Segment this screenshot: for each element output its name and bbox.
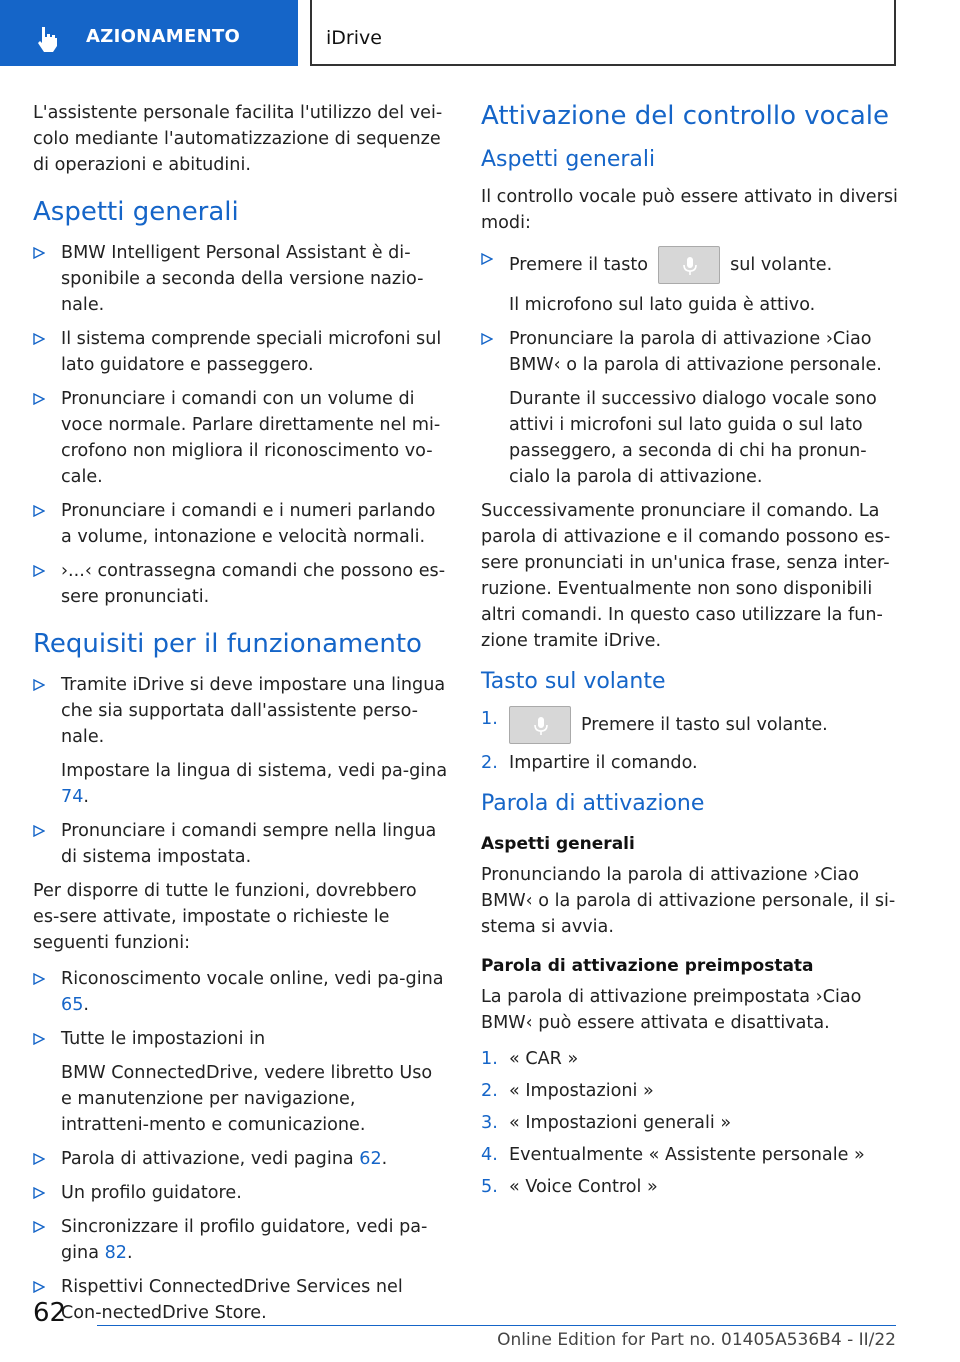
wake-paragraph: Pronunciando la parola di attivazione ›Ciao BMW‹ o la parola di attivazione personale, il si-stema si avvia. [481, 865, 896, 937]
list-item [33, 386, 448, 490]
preset-paragraph: La parola di attivazione preimpostata ›Ciao BMW‹ può essere attivata e disattivata. [481, 987, 862, 1033]
general-paragraph: Il controllo vocale può essere attivato in diversi modi: [481, 187, 898, 233]
bullet-triangle-icon [33, 1187, 45, 1199]
bullet-triangle-icon [33, 1281, 45, 1293]
voice-button-image [658, 246, 720, 284]
section-tab [0, 0, 298, 66]
list-item-text: Premere il tasto [509, 255, 649, 275]
step-number: 3. [481, 1113, 498, 1133]
list-item-text: sul volante. [730, 255, 833, 275]
step-number: 2. [481, 753, 498, 773]
step-number: 5. [481, 1177, 498, 1197]
list-item-subtext: Impostare la lingua di sistema, vedi pa-gina 74. [61, 761, 448, 807]
voice-button-image [509, 706, 571, 744]
list-item-text: Riconoscimento vocale online, vedi pa-gina [61, 969, 444, 989]
heading-requirements: Requisiti per il funzionamento [33, 629, 422, 659]
page-link[interactable]: 62 [359, 1149, 382, 1169]
list-item-text: Pronunciare la parola di attivazione ›Ciao BMW‹ o la parola di attivazione personale. [509, 329, 882, 375]
list-item [481, 1078, 901, 1104]
heading-activation: Attivazione del controllo vocale [481, 101, 890, 131]
bullet-triangle-icon [33, 1033, 45, 1045]
list-item-text: ›...‹ contrassegna comandi che possono es-sere pronunciati. [61, 561, 446, 607]
bullet-triangle-icon [33, 825, 45, 837]
page-link[interactable]: 82 [104, 1243, 127, 1263]
list-item [481, 246, 901, 318]
bullet-triangle-icon [33, 505, 45, 517]
chapter-title: iDrive [326, 27, 382, 49]
list-item [33, 1026, 448, 1138]
functions-list [33, 966, 448, 1326]
list-item [481, 326, 901, 490]
general-list [33, 240, 448, 610]
list-item [33, 240, 448, 318]
step-text: Impartire il comando. [509, 753, 698, 773]
list-item [33, 1274, 448, 1326]
bullet-triangle-icon [33, 393, 45, 405]
heading-general: Aspetti generali [481, 147, 656, 172]
list-item [33, 818, 448, 870]
list-item-subtext: BMW ConnectedDrive, vedere libretto Uso e manutenzione per navigazione, intratteni-mento e comunicazione. [61, 1063, 433, 1135]
bullet-triangle-icon [33, 679, 45, 691]
list-item [33, 672, 448, 810]
requirements-paragraph: Per disporre di tutte le funzioni, dovrebbero es-sere attivate, impostate o richieste le seguenti funzioni: [33, 881, 417, 953]
list-item-text: Sincronizzare il profilo guidatore, vedi pa-gina [61, 1217, 428, 1263]
bullet-triangle-icon [33, 1153, 45, 1165]
list-item [481, 1110, 901, 1136]
bullet-triangle-icon [33, 247, 45, 259]
bullet-triangle-icon [33, 565, 45, 577]
list-item [33, 326, 448, 378]
list-item-text: Il sistema comprende speciali microfoni sul lato guidatore e passeggero. [61, 329, 442, 375]
step-number: 4. [481, 1145, 498, 1165]
activation-list [481, 246, 901, 490]
list-item-text: Rispettivi ConnectedDrive Services nel Con-nectedDrive Store. [61, 1277, 403, 1323]
list-item [33, 1180, 448, 1206]
step-number: 1. [481, 709, 498, 729]
list-item-text: Pronunciare i comandi e i numeri parlando a volume, intonazione e velocità normali. [61, 501, 436, 547]
list-item-text: Un profilo guidatore. [61, 1183, 242, 1203]
left-column [33, 100, 448, 1334]
edition-note: Online Edition for Part no. 01405A536B4 - II/22 [497, 1330, 896, 1350]
list-item-text: BMW Intelligent Personal Assistant è di-sponibile a seconda della versione nazio-nale. [61, 243, 424, 315]
step-number: 1. [481, 1049, 498, 1069]
right-column [481, 100, 901, 1208]
list-item [33, 498, 448, 550]
bullet-triangle-icon [33, 1221, 45, 1233]
list-item-text: Pronunciare i comandi sempre nella lingua di sistema impostata. [61, 821, 437, 867]
step-text: « Impostazioni generali » [509, 1113, 732, 1133]
heading-general: Aspetti generali [33, 197, 239, 227]
microphone-icon [682, 256, 698, 276]
chapter-header [310, 0, 896, 66]
list-item [481, 1142, 901, 1168]
step-number: 2. [481, 1081, 498, 1101]
list-item-text: Parola di attivazione, vedi pagina [61, 1149, 354, 1169]
subheading-general: Aspetti generali [481, 834, 635, 854]
hand-pointer-icon [33, 24, 63, 54]
list-item [481, 1046, 901, 1072]
list-item-text: Tramite iDrive si deve impostare una lingua che sia supportata dall'assistente perso-nale. [61, 675, 446, 747]
page-number: 62 [33, 1298, 67, 1328]
subheading-preset: Parola di attivazione preimpostata [481, 956, 814, 976]
requirements-list [33, 672, 448, 870]
bullet-triangle-icon [33, 973, 45, 985]
list-item-text: Pronunciare i comandi con un volume di voce normale. Parlare direttamente nel mi-crofono non migliora il riconoscimento vo-cale. [61, 389, 441, 487]
heading-steering-button: Tasto sul volante [481, 669, 666, 694]
page-link[interactable]: 74 [61, 787, 84, 807]
bullet-triangle-icon [481, 333, 493, 345]
bullet-triangle-icon [481, 253, 493, 265]
list-item [481, 706, 901, 744]
step-text: « Impostazioni » [509, 1081, 654, 1101]
heading-wake-word: Parola di attivazione [481, 791, 705, 816]
list-item: Sincronizzare il profilo guidatore, vedi pa-gina 82. [33, 1214, 448, 1266]
page-link[interactable]: 65 [61, 995, 84, 1015]
list-item-subtext: Durante il successivo dialogo vocale sono attivi i microfoni sul lato guida o sul lato passeggero, a seconda di chi ha pronun-cialo la parola di attivazione. [509, 389, 877, 487]
step-text: « CAR » [509, 1049, 579, 1069]
list-item [481, 750, 901, 776]
step-text: Premere il tasto sul volante. [581, 715, 828, 735]
list-item: Parola di attivazione, vedi pagina 62. [33, 1146, 448, 1172]
footer-divider [97, 1325, 896, 1326]
intro-paragraph: L'assistente personale facilita l'utilizzo del vei-colo mediante l'automatizzazione di sequenze di operazioni e abitudini. [33, 103, 443, 175]
section-title: AZIONAMENTO [86, 26, 241, 47]
bullet-triangle-icon [33, 333, 45, 345]
microphone-icon [533, 716, 549, 736]
list-item-subtext: Il microfono sul lato guida è attivo. [509, 295, 816, 315]
list-item-text: Tutte le impostazioni in [61, 1029, 266, 1049]
button-steps [481, 706, 901, 776]
list-item [481, 1174, 901, 1200]
list-item: Riconoscimento vocale online, vedi pa-gina 65. [33, 966, 448, 1018]
list-item [33, 558, 448, 610]
subtext: Impostare la lingua di sistema, vedi pa-gina [61, 761, 448, 781]
step-text: Eventualmente « Assistente personale » [509, 1145, 865, 1165]
step-text: « Voice Control » [509, 1177, 658, 1197]
after-paragraph: Successivamente pronunciare il comando. La parola di attivazione e il comando possono es-sere pronunciati in un'unica frase, senza inter-ruzione. Eventualmente non sono disponibili altri comandi. In questo caso utilizzare la fun-zione tramite iDrive. [481, 501, 891, 651]
preset-steps [481, 1046, 901, 1200]
